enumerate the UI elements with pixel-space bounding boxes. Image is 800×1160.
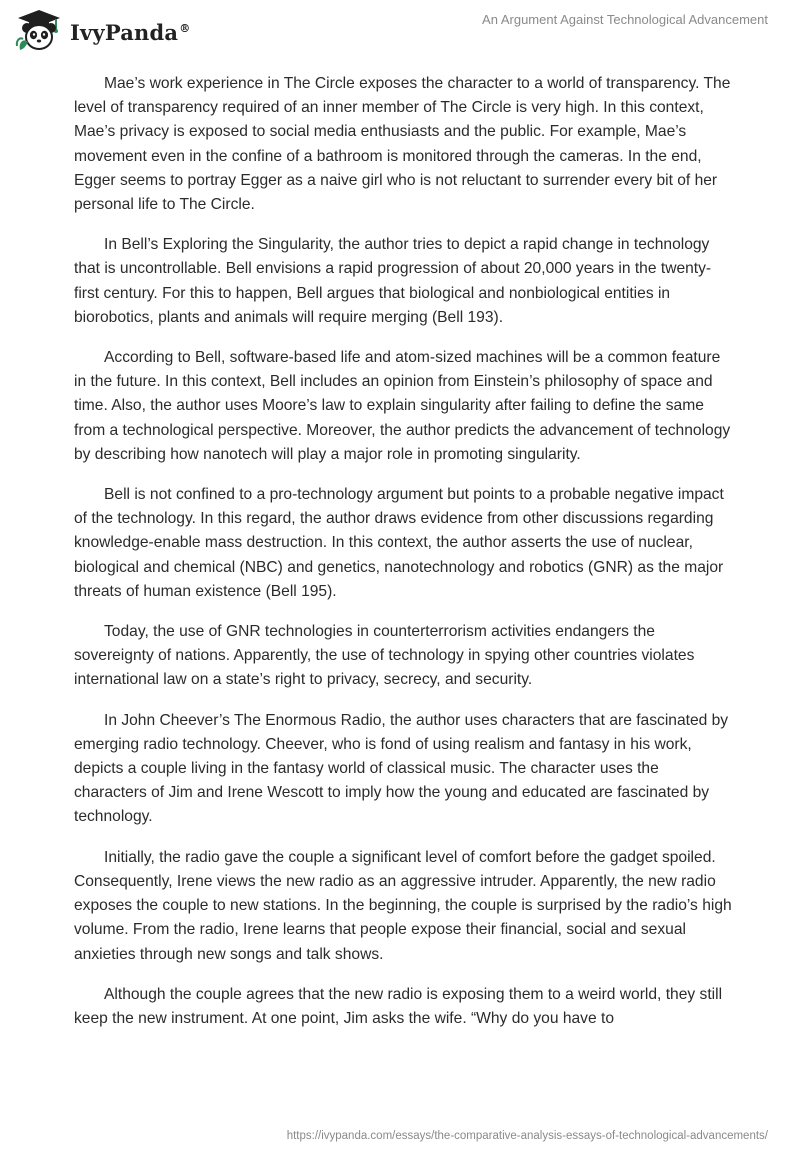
page-header bbox=[0, 0, 800, 60]
essay-body bbox=[74, 72, 734, 1047]
paragraph: Today, the use of GNR technologies in counterterrorism activities endangers the sovereignty of nations. Apparently, the use of technology in spying other countries violates international law on a state’s right to privacy, secrecy, and security. bbox=[74, 623, 695, 689]
registered-mark: ® bbox=[179, 21, 191, 35]
document-title: An Argument Against Technological Advancement bbox=[482, 12, 768, 27]
paragraph: Initially, the radio gave the couple a significant level of comfort before the gadget spoiled. Consequently, Irene views the new radio as an aggressive intruder. Apparently, the new radio exposes the couple to new stations. In the beginning, the couple is surprised by the radio’s high volume. From the radio, Irene learns that people expose their financial, social and sexual anxieties through new songs and talk shows. bbox=[74, 848, 732, 963]
brand-name bbox=[70, 20, 190, 45]
paragraph: In John Cheever’s The Enormous Radio, the author uses characters that are fascinated by emerging radio technology. Cheever, who is fond of using realism and fantasy in his work, depicts a couple living in the fantasy world of classical music. The character uses the characters of Jim and Irene Wescott to imply how the young and educated are fascinated by technology. bbox=[74, 711, 729, 826]
brand-logo[interactable] bbox=[14, 8, 190, 52]
brand-name-text: IvyPanda bbox=[70, 19, 179, 45]
paragraph: According to Bell, software-based life and atom-sized machines will be a common feature in the future. In this context, Bell includes an opinion from Einstein’s philosophy of space and time. Also, the author uses Moore’s law to explain singularity after failing to define the same from a technological perspective. Moreover, the author predicts the advancement of technology by describing how nanotech will play a major role in promoting singularity. bbox=[74, 349, 731, 463]
panda-graduate-icon bbox=[14, 8, 64, 52]
paragraph: In Bell’s Exploring the Singularity, the author tries to depict a rapid change in technology that is uncontrollable. Bell envisions a rapid progression of about 20,000 years in the twenty-first century. For this to happen, Bell argues that biological and nonbiological entities in biorobotics, plants and animals will require merging (Bell 193). bbox=[74, 236, 712, 326]
source-url[interactable]: https://ivypanda.com/essays/the-comparative-analysis-essays-of-technological-advancements/ bbox=[286, 1130, 768, 1142]
paragraph: Mae’s work experience in The Circle exposes the character to a world of transparency. The level of transparency required of an inner member of The Circle is very high. In this context, Mae’s privacy is exposed to social media enthusiasts and the public. For example, Mae’s movement even in the confine of a bathroom is monitored through the cameras. In the end, Egger seems to portray Egger as a naive girl who is not reluctant to surrender every bit of her personal life to The Circle. bbox=[74, 75, 731, 214]
paragraph: Bell is not confined to a pro-technology argument but points to a probable negative impact of the technology. In this regard, the author draws evidence from other discussions regarding knowledge-enable mass destruction. In this context, the author asserts the use of nuclear, biological and chemical (NBC) and genetics, nanotechnology and robotics (GNR) as the major threats of human existence (Bell 195). bbox=[74, 486, 724, 600]
paragraph: Although the couple agrees that the new radio is exposing them to a weird world, they still keep the new instrument. At one point, Jim asks the wife. “Why do you have to bbox=[74, 985, 723, 1027]
